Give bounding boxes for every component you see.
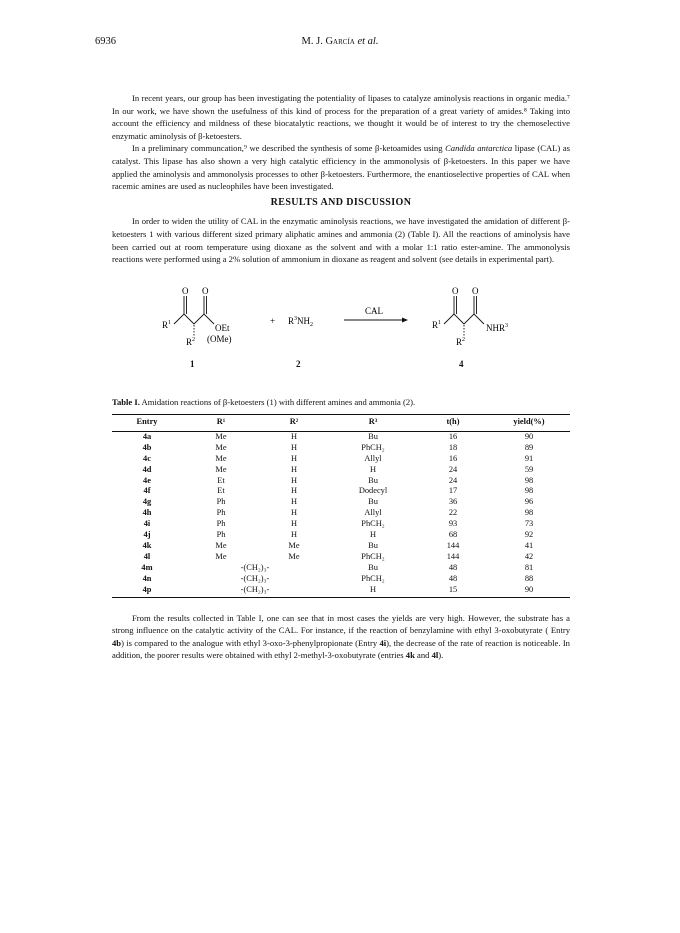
closing-paragraph: From the results collected in Table I, one can see that in most cases the yields are very high. However, the substrate has a strong influence on the catalytic activity of the CAL. For instance, if the reaction of benzylamine with ethyl 3-oxobutyrate ( Entry 4b) is compared to the analogue with ethyl 3-oxo-3-phenylpropionate (Entry 4i), the decrease of the rate of reaction is noticeable. In addition, the poorer results were obtained with ethyl 2-methyl-3-oxobutyrate (entries 4k and 4l). bbox=[112, 612, 570, 661]
header-entry: Entry bbox=[112, 415, 182, 432]
table-row: 4l Me Me PhCH₂ 144 42 bbox=[143, 551, 534, 561]
running-head: M. J. García et al. bbox=[301, 36, 379, 47]
product-r2: $R^2$ bbox=[456, 336, 466, 347]
reaction-scheme-drawing bbox=[112, 272, 570, 390]
scheme-plus: + bbox=[270, 315, 276, 326]
scheme-ome: (OMe) bbox=[207, 333, 232, 344]
table-row: 4m -(CH₂)₃- Bu 48 81 bbox=[141, 562, 534, 572]
author-name: García bbox=[325, 36, 355, 47]
ketoamide-structure bbox=[444, 296, 484, 336]
results-table bbox=[112, 414, 570, 597]
reaction-scheme bbox=[112, 272, 570, 390]
arrow-label: CAL bbox=[365, 305, 383, 316]
table-row: 4b Me H PhCH₂ 18 89 bbox=[142, 442, 534, 452]
table-header-row bbox=[112, 415, 570, 432]
table-row: 4p -(CH₂)₃- H 15 90 bbox=[112, 585, 570, 597]
header-r1: R¹ bbox=[182, 415, 260, 432]
scheme-r1: $R^1$ bbox=[162, 319, 172, 330]
section-title: RESULTS AND DISCUSSION bbox=[270, 196, 412, 208]
header-time: t(h) bbox=[418, 415, 488, 432]
page-number: 6936 bbox=[95, 36, 116, 47]
table-row: 4k Me Me Bu 144 41 bbox=[142, 540, 534, 550]
table-row: 4e Et H Bu 24 98 bbox=[143, 475, 534, 485]
header-yield: yield(%) bbox=[488, 415, 570, 432]
table-row: 4d Me H H 24 59 bbox=[142, 464, 534, 474]
ketoester-structure bbox=[174, 296, 214, 336]
product-r1: $R^1$ bbox=[432, 319, 442, 330]
intro-paragraph-1: In recent years, our group has been investigating the potentiality of lipases to catalyze aminolysis reactions in organic media.⁷ In our work, we have shown the usefulness of this kind of process for the preparation of a great variety of amides.⁸ Taking into account the efficiency and mildness of these biocatalytic reactions, we thought it would be of interest to try the chemoselective enzymatic aminolysis of β-ketoesters. bbox=[112, 93, 570, 141]
table-row: 4h Ph H Allyl 22 98 bbox=[142, 508, 534, 518]
compound-4-label: 4 bbox=[459, 358, 464, 369]
results-paragraph-1: In order to widen the utility of CAL in the enzymatic aminolysis reactions, we have investigated the amidation of different β-ketoesters 1 with various different sized primary aliphatic amines and ammonia (2) (Table I). All the reactions of aminolysis have been carried out at room temperature using dioxane as the solvent and with a molar 1:1 ratio ester-amine. The ammonolysis reactions were performed using a 2% solution of ammonium in dioxane as reagent and solvent (see details in experimental part). bbox=[112, 216, 570, 265]
table-row: 4c Me H Allyl 16 91 bbox=[143, 453, 534, 463]
table-row: 4i Ph H PhCH₂ 93 73 bbox=[143, 519, 534, 529]
scheme-oet: OEt bbox=[215, 322, 230, 333]
table-row: 4g Ph H Bu 36 96 bbox=[142, 497, 534, 507]
scheme-o-4: O bbox=[472, 285, 479, 296]
compound-1-label: 1 bbox=[190, 358, 195, 369]
compound-2-label: 2 bbox=[296, 358, 301, 369]
product-nhr3: NHR$^3$ bbox=[486, 322, 509, 333]
intro-paragraph-2: In a preliminary communcation,⁹ we described the synthesis of some β-ketoamides using Candida antarctica lipase (CAL) as catalyst. This lipase has also shown a very high catalytic efficiency in the ammonolysis of β-ketoesters. In this paper we have applied the aminolysis and ammonolysis processes to other β-ketoesters. Furthermore, the enantioselective properties of CAL when racemic amines are used as nucleophiles have been investigated. bbox=[112, 143, 570, 192]
table-row: 4a Me H Bu 16 90 bbox=[142, 431, 534, 441]
scheme-o-1: O bbox=[182, 285, 189, 296]
table-row: 4f Et H Dodecyl 17 98 bbox=[143, 486, 534, 496]
header-r2: R² bbox=[260, 415, 328, 432]
article-body bbox=[112, 92, 570, 662]
scheme-r2: $R^2$ bbox=[186, 336, 196, 347]
scheme-amine: $R^3NH_2$ bbox=[288, 315, 314, 328]
scheme-o-3: O bbox=[452, 285, 459, 296]
table-row: 4j Ph H H 68 92 bbox=[143, 530, 534, 540]
scheme-o-2: O bbox=[202, 285, 209, 296]
table-row: 4n -(CH₂)₃- PhCH₂ 48 88 bbox=[142, 573, 534, 583]
table-caption: Table I. Amidation reactions of β-ketoesters (1) with different amines and ammonia (2). bbox=[112, 396, 416, 407]
page-header bbox=[0, 36, 680, 52]
header-r3: R³ bbox=[328, 415, 418, 432]
